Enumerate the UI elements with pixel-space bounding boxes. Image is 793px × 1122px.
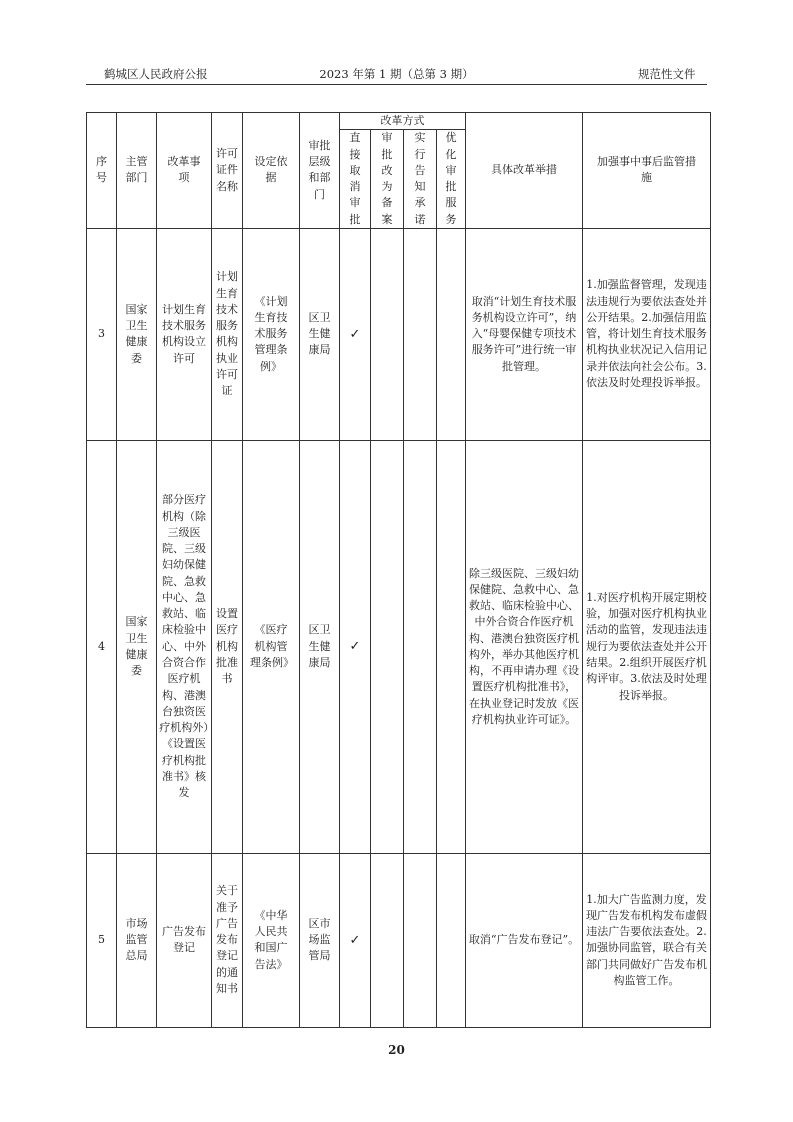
- cell-supervision: 1.对医疗机构开展定期校验，加强对医疗机构执业活动的监管，发现违法违规行为要依法查处并公开结果。2.组织开展医疗机构评审。3.依法及时处理投诉举报。: [583, 440, 711, 853]
- cell-check-optimize: [437, 440, 466, 853]
- cell-level: 区卫生健康局: [300, 440, 340, 853]
- header-rule: [86, 84, 707, 85]
- col-seq: 序号: [87, 113, 117, 229]
- col-basis: 设定依据: [243, 113, 300, 229]
- cell-item: 计划生育技术服务机构设立许可: [157, 228, 212, 440]
- header-category: 规范性文件: [638, 67, 696, 81]
- cell-check-filing: [371, 440, 404, 853]
- reform-table: [86, 112, 711, 1028]
- table-row: [87, 440, 711, 853]
- cell-dept: 市场监管总局: [117, 853, 157, 1027]
- cell-check-commitment: [404, 228, 437, 440]
- cell-dept: 国家卫生健康委: [117, 228, 157, 440]
- cell-license: 关于准予广告发布登记的通知书: [212, 853, 243, 1027]
- cell-check-cancel: ✓: [340, 440, 371, 853]
- col-dept: 主管部门: [117, 113, 157, 229]
- col-method-filing: 审批改为备案: [371, 130, 404, 229]
- cell-seq: 5: [87, 853, 117, 1027]
- cell-seq: 4: [87, 440, 117, 853]
- col-method-optimize: 优化审批服务: [437, 130, 466, 229]
- cell-seq: 3: [87, 228, 117, 440]
- col-method-cancel: 直接取消审批: [340, 130, 371, 229]
- cell-level: 区卫生健康局: [300, 228, 340, 440]
- cell-check-filing: [371, 228, 404, 440]
- header-issue: 2023 年第 1 期（总第 3 期）: [319, 67, 474, 81]
- cell-supervision: 1.加大广告监测力度，发现广告发布机构发布虚假违法广告要依法查处。2.加强协同监管，联合有关部门共同做好广告发布机构监管工作。: [583, 853, 711, 1027]
- cell-basis: 《中华人民共和国广告法》: [243, 853, 300, 1027]
- col-reform-group: 改革方式: [340, 113, 466, 130]
- cell-check-commitment: [404, 440, 437, 853]
- table-row: [87, 853, 711, 1027]
- cell-dept: 国家卫生健康委: [117, 440, 157, 853]
- cell-check-optimize: [437, 853, 466, 1027]
- cell-item: 部分医疗机构（除三级医院、三级妇幼保健院、急救中心、急救站、临床检验中心、中外合资合作医疗机构、港澳台独资医疗机构外）《设置医疗机构批准书》核发: [157, 440, 212, 853]
- col-supervision: 加强事中事后监管措施: [583, 113, 711, 229]
- cell-check-commitment: [404, 853, 437, 1027]
- col-method-commitment: 实行告知承诺: [404, 130, 437, 229]
- cell-basis: 《计划生育技术服务管理条例》: [243, 228, 300, 440]
- cell-measures: 取消“计划生育技术服务机构设立许可”，纳入“母婴保健专项技术服务许可”进行统一审批管理。: [466, 228, 583, 440]
- cell-measures: 除三级医院、三级妇幼保健院、急救中心、急救站、临床检验中心、中外合资合作医疗机构、港澳台独资医疗机构外，举办其他医疗机构，不再申请办理《设置医疗机构批准书》，在执业登记时发放《医疗机构执业许可证》。: [466, 440, 583, 853]
- cell-supervision: 1.加强监督管理，发现违法违规行为要依法查处并公开结果。2.加强信用监管，将计划生育技术服务机构执业状况记入信用记录并依法向社会公布。3.依法及时处理投诉举报。: [583, 228, 711, 440]
- col-item: 改革事项: [157, 113, 212, 229]
- col-level: 审批层级和部门: [300, 113, 340, 229]
- cell-measures: 取消“广告发布登记”。: [466, 853, 583, 1027]
- header-publication: 鹤城区人民政府公报: [104, 67, 208, 81]
- table-row: [87, 228, 711, 440]
- cell-item: 广告发布登记: [157, 853, 212, 1027]
- cell-basis: 《医疗机构管理条例》: [243, 440, 300, 853]
- cell-check-optimize: [437, 228, 466, 440]
- cell-check-filing: [371, 853, 404, 1027]
- col-measures: 具体改革举措: [466, 113, 583, 229]
- cell-level: 区市场监管局: [300, 853, 340, 1027]
- cell-check-cancel: ✓: [340, 853, 371, 1027]
- cell-license: 计划生育技术服务机构执业许可证: [212, 228, 243, 440]
- cell-license: 设置医疗机构批准书: [212, 440, 243, 853]
- page-number: 20: [388, 1043, 405, 1057]
- col-license: 许可证件名称: [212, 113, 243, 229]
- cell-check-cancel: ✓: [340, 228, 371, 440]
